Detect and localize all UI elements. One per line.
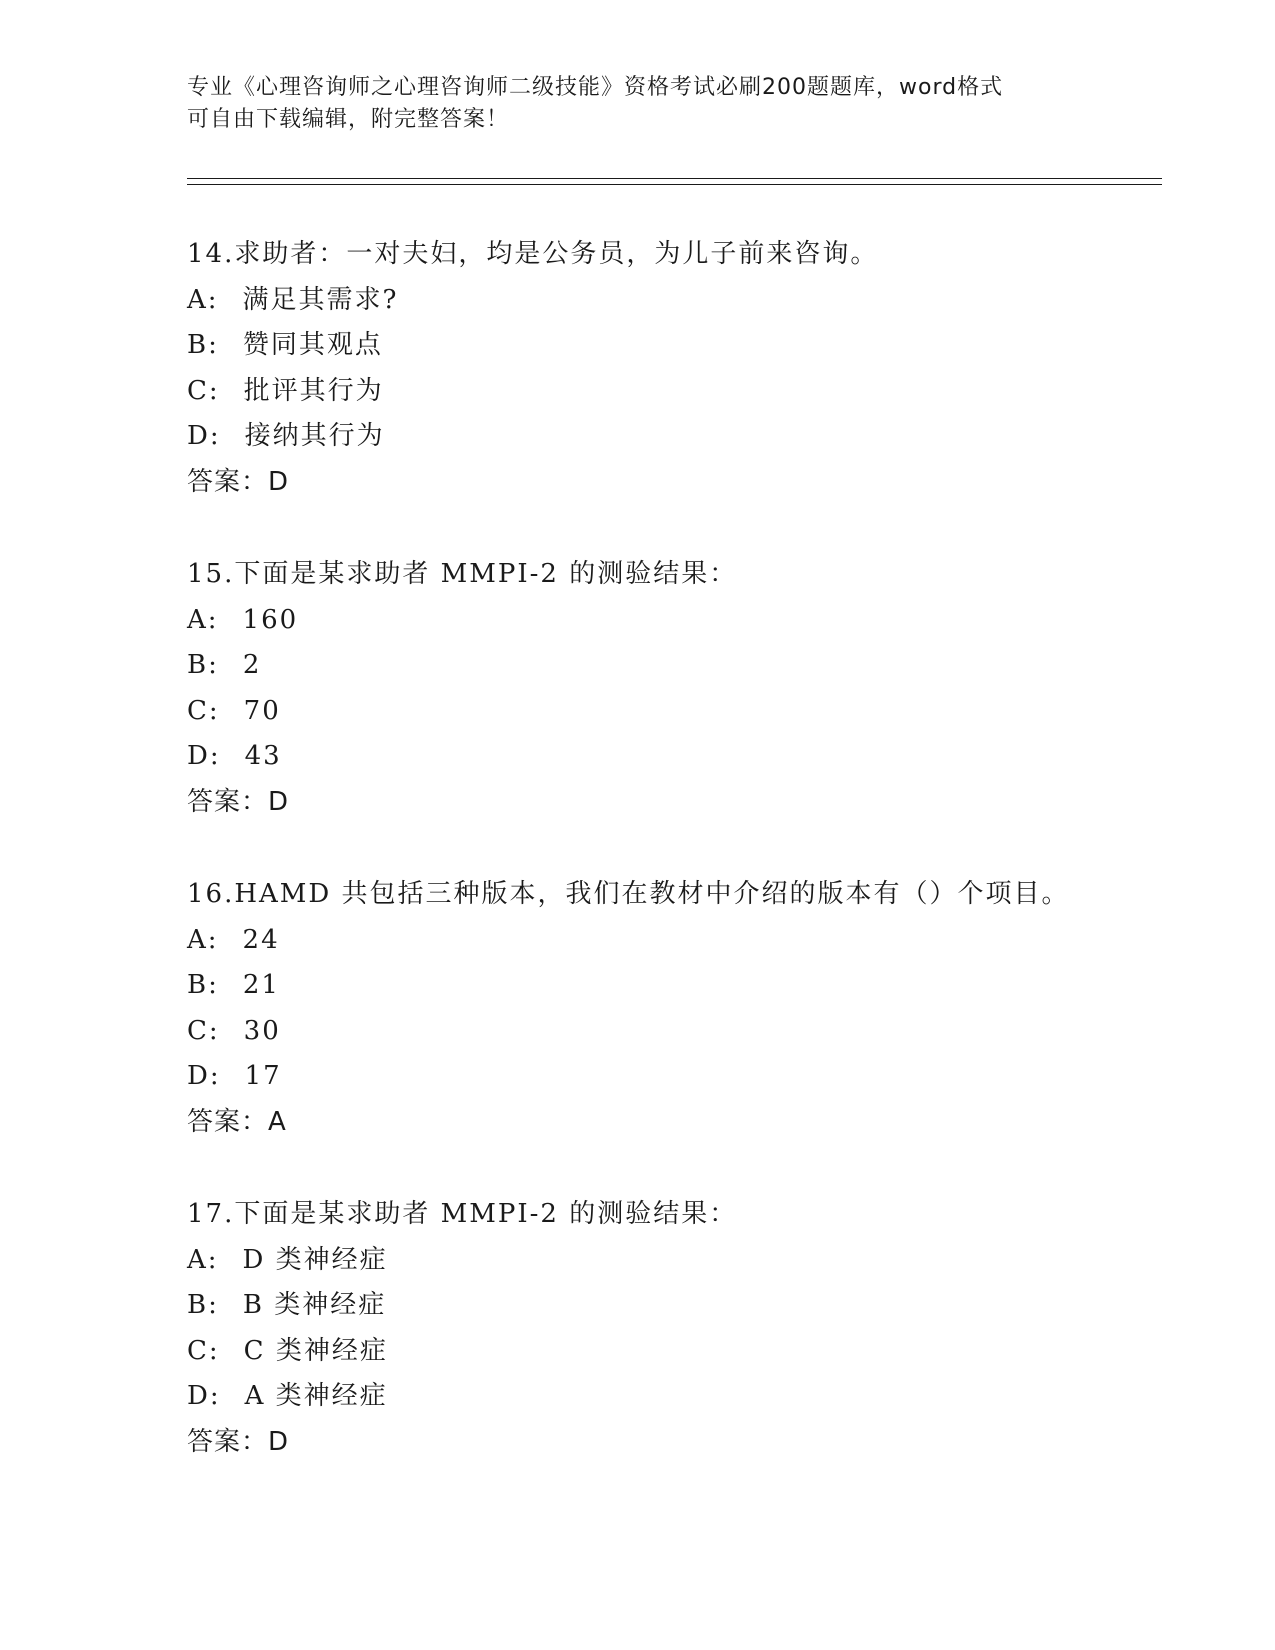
option-d: D: 接纳其行为 — [187, 414, 1167, 460]
option-text: 赞同其观点 — [242, 330, 383, 361]
question-15 — [187, 552, 1167, 872]
option-letter: B — [187, 970, 209, 1001]
option-a: A: D 类神经症 — [187, 1238, 1167, 1284]
answer-line: 答案：D — [187, 1426, 290, 1457]
option-letter: D — [187, 1061, 210, 1092]
option-b: B: 2 — [187, 643, 1167, 689]
option-text: 17 — [244, 1061, 282, 1092]
option-text: 2 — [242, 650, 262, 681]
option-a: A: 160 — [187, 598, 1167, 644]
option-text: 43 — [244, 741, 282, 772]
option-text: B 类神经症 — [242, 1290, 387, 1321]
question-16 — [187, 872, 1167, 1192]
option-c: C: C 类神经症 — [187, 1329, 1167, 1375]
option-text: 21 — [242, 970, 280, 1001]
option-a: A: 满足其需求? — [187, 278, 1167, 324]
header-divider-bottom — [187, 184, 1162, 185]
option-text: 30 — [243, 1015, 281, 1046]
header-line-2: 可自由下载编辑，附完整答案！ — [187, 107, 510, 132]
option-letter: C — [187, 1335, 209, 1366]
option-letter: B — [187, 330, 209, 361]
option-text: 24 — [242, 924, 280, 955]
option-c: C: 批评其行为 — [187, 369, 1167, 415]
option-text: C 类神经症 — [243, 1335, 388, 1366]
option-b: B: B 类神经症 — [187, 1283, 1167, 1329]
question-17 — [187, 1192, 1167, 1512]
option-letter: A — [187, 284, 208, 315]
option-letter: C — [187, 695, 209, 726]
header-line-1: 专业《心理咨询师之心理咨询师二级技能》资格考试必刷200题题库，word格式 — [187, 75, 1004, 100]
answer-line: 答案：A — [187, 1106, 287, 1137]
question-stem: 16.HAMD 共包括三种版本，我们在教材中介绍的版本有（）个项目。 — [187, 879, 1070, 909]
option-c: C: 30 — [187, 1009, 1167, 1055]
option-c: C: 70 — [187, 689, 1167, 735]
option-letter: D — [187, 741, 210, 772]
option-text: 70 — [243, 695, 281, 726]
option-text: 满足其需求? — [242, 284, 399, 315]
option-text: A 类神经症 — [244, 1381, 388, 1412]
answer-line: 答案：D — [187, 466, 290, 497]
option-letter: C — [187, 375, 209, 406]
option-a: A: 24 — [187, 918, 1167, 964]
question-list — [187, 232, 1167, 1512]
question-14 — [187, 232, 1167, 552]
option-d: D: A 类神经症 — [187, 1374, 1167, 1420]
option-letter: C — [187, 1015, 209, 1046]
question-stem: 15.下面是某求助者 MMPI-2 的测验结果： — [187, 559, 738, 589]
option-text: 批评其行为 — [243, 375, 384, 406]
option-letter: A — [187, 1244, 208, 1275]
question-stem: 17.下面是某求助者 MMPI-2 的测验结果： — [187, 1199, 738, 1229]
answer-line: 答案：D — [187, 786, 290, 817]
option-letter: A — [187, 924, 208, 955]
option-b: B: 赞同其观点 — [187, 323, 1167, 369]
option-text: D 类神经症 — [242, 1244, 388, 1275]
option-text: 160 — [242, 604, 299, 635]
option-letter: D — [187, 1381, 210, 1412]
option-b: B: 21 — [187, 963, 1167, 1009]
option-letter: D — [187, 421, 210, 452]
option-letter: A — [187, 604, 208, 635]
option-letter: B — [187, 650, 209, 681]
question-stem: 14.求助者：一对夫妇，均是公务员，为儿子前来咨询。 — [187, 239, 879, 269]
document-header — [187, 72, 1087, 136]
option-text: 接纳其行为 — [244, 421, 385, 452]
option-d: D: 17 — [187, 1054, 1167, 1100]
header-divider-top — [187, 178, 1162, 179]
option-letter: B — [187, 1290, 209, 1321]
option-d: D: 43 — [187, 734, 1167, 780]
